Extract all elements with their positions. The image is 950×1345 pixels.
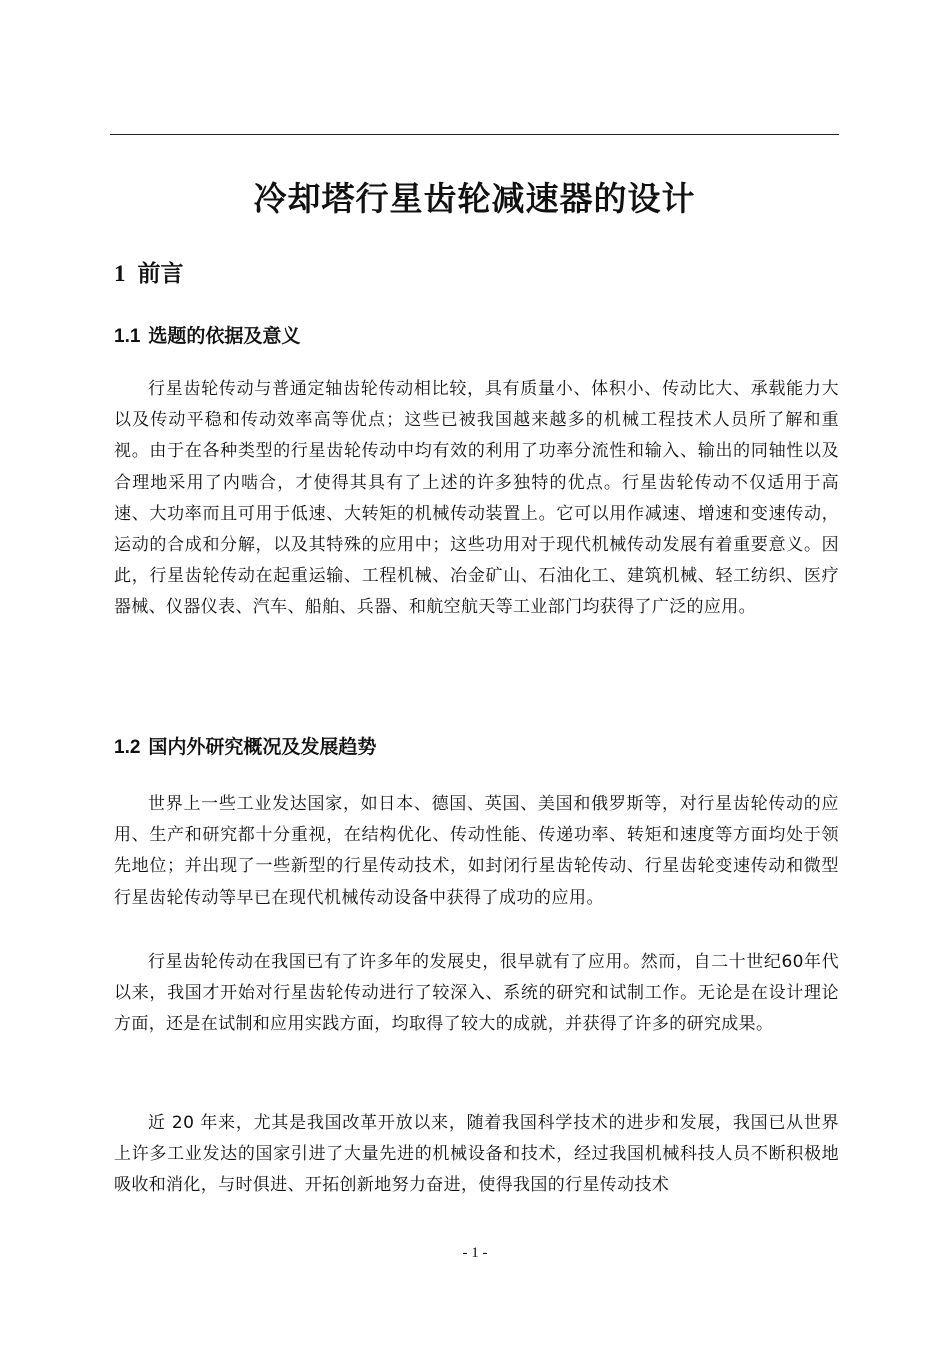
section-1-1-heading: [114, 322, 300, 351]
section-1-2-title: 国内外研究概况及发展趋势: [148, 736, 377, 758]
document-title: 冷却塔行星齿轮减速器的设计: [253, 179, 696, 218]
section-1-number: 1: [114, 261, 126, 286]
section-1-2-paragraph-2: 行星齿轮传动在我国已有了许多年的发展史，很早就有了应用。然而，自二十世纪60年代以来，我国才开始对行星齿轮传动进行了较深入、系统的研究和试制工作。无论是在设计理论方面，还是在试制和应用实践方面，均取得了较大的成就，并获得了许多的研究成果。: [114, 952, 839, 1035]
section-1-1-number: 1.1: [114, 326, 141, 347]
header-rule: [110, 134, 839, 135]
section-1-1-paragraph: 行星齿轮传动与普通定轴齿轮传动相比较，具有质量小、体积小、传动比大、承载能力大以及传动平稳和传动效率高等优点；这些已被我国越来越多的机械工程技术人员所了解和重视。由于在各种类型的行星齿轮传动中均有效的利用了功率分流性和输入、输出的同轴性以及合理地采用了内啮合，才使得其具有了上述的许多独特的优点。行星齿轮传动不仅适用于高速、大功率而且可用于低速、大转矩的机械传动装置上。它可以用作减速、增速和变速传动，运动的合成和分解，以及其特殊的应用中；这些功用对于现代机械传动发展有着重要意义。因此，行星齿轮传动在起重运输、工程机械、冶金矿山、石油化工、建筑机械、轻工纺织、医疗器械、仪器仪表、汽车、船舶、兵器、和航空航天等工业部门均获得了广泛的应用。: [114, 379, 839, 618]
section-1-2-heading: [114, 733, 376, 762]
page-number: - 1 -: [462, 1245, 488, 1261]
section-1-2-number: 1.2: [114, 737, 141, 758]
section-1-2-paragraph-3: 近 20 年来，尤其是我国改革开放以来，随着我国科学技术的进步和发展，我国已从世界上许多工业发达的国家引进了大量先进的机械设备和技术，经过我国机械科技人员不断积极地吸收和消化，与时俱进、开拓创新地努力奋进，使得我国的行星传动技术: [114, 1113, 839, 1196]
section-1-1-title: 选题的依据及意义: [148, 325, 301, 347]
section-1-title: 前言: [137, 261, 184, 287]
section-1-heading: [114, 258, 184, 290]
section-1-2-paragraph-1: 世界上一些工业发达国家，如日本、德国、英国、美国和俄罗斯等，对行星齿轮传动的应用、生产和研究都十分重视，在结构优化、传动性能、传递功率、转矩和速度等方面均处于领先地位；并出现了一些新型的行星传动技术，如封闭行星齿轮传动、行星齿轮变速传动和微型行星齿轮传动等早已在现代机械传动设备中获得了成功的应用。: [114, 794, 839, 908]
